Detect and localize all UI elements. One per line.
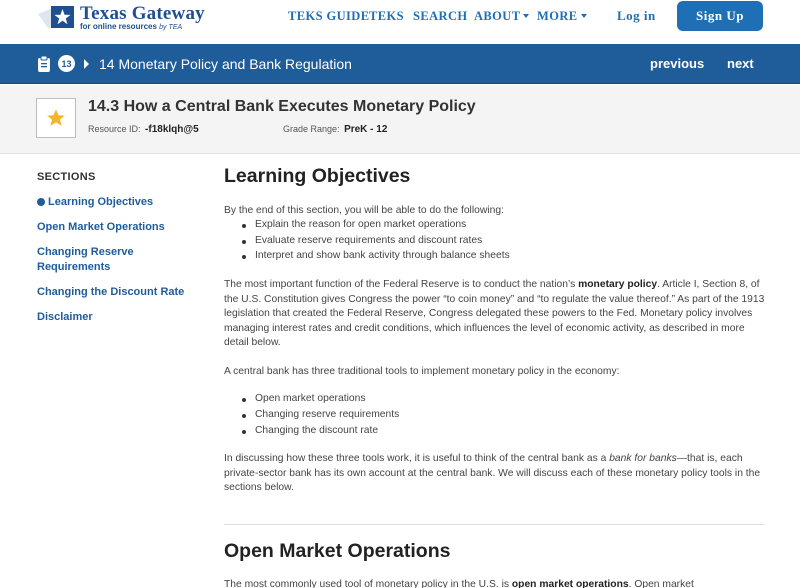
chevron-down-icon (581, 14, 587, 18)
brand-tagline: for online resources by TEA (80, 22, 183, 31)
brand-name: Texas Gateway (80, 3, 205, 24)
objectives-intro: By the end of this section, you will be able to do the following: (224, 205, 504, 216)
favorite-button[interactable] (36, 98, 76, 138)
paragraph-monetary-policy: The most important function of the Federal Reserve is to conduct the nation’s monetary policy. Article I, Section 8, of the U.S. Constitution gives Congress the power “to coin money” and “to regulate the value thereof.” As part of the 1913 legislation that created the Federal Reserve, Congress delegated these powers to the Fed. Monetary policy involves managing interest rates and credit conditions, which influences the level of economic activity, as described in more detail below. (224, 279, 765, 348)
resource-header (0, 85, 800, 154)
section-heading-open-market-operations: Open Market Operations (224, 540, 451, 562)
chapter-title: 14 Monetary Policy and Bank Regulation (99, 56, 352, 72)
sections-title: SECTIONS (37, 171, 96, 183)
sidebar-item-learning-objectives[interactable]: Learning Objectives (48, 196, 154, 208)
sidebar-item-disclaimer[interactable]: Disclaimer (37, 311, 93, 323)
chapter-bar (0, 44, 800, 84)
tool-item: Changing reserve requirements (255, 409, 400, 420)
chevron-right-icon (84, 59, 89, 69)
previous-link[interactable]: previous (650, 56, 705, 71)
resource-title: 14.3 How a Central Bank Executes Monetary Policy (88, 98, 476, 115)
grade-range: Grade Range: PreK - 12 (283, 124, 388, 135)
resource-id: Resource ID: -f18klqh@5 (88, 124, 199, 135)
section-divider (224, 524, 764, 525)
texas-gateway-logo[interactable] (36, 2, 226, 34)
objective-item: Explain the reason for open market operations (255, 219, 467, 230)
signup-button[interactable]: Sign Up (677, 1, 763, 31)
tool-item: Open market operations (255, 393, 366, 404)
sidebar-item-changing-discount-rate[interactable]: Changing the Discount Rate (37, 286, 185, 298)
objective-item: Interpret and show bank activity through balance sheets (255, 250, 510, 261)
paragraph-bank-for-banks: In discussing how these three tools work, it is useful to think of the central bank as a bank for banks—that is, each private-sector bank has its own account at the central bank. We will discuss each of these monetary policy tools in the sections below. (224, 453, 761, 493)
nav-about[interactable]: ABOUT (474, 9, 529, 24)
paragraph-three-tools: A central bank has three traditional tools to implement monetary policy in the economy: (224, 366, 620, 377)
clipboard-icon[interactable] (37, 56, 51, 72)
tool-item: Changing the discount rate (255, 425, 379, 436)
active-dot-icon (37, 198, 45, 206)
nav-teks-guide[interactable]: TEKS GUIDE (288, 9, 370, 23)
nav-search[interactable]: SEARCH (413, 9, 468, 23)
chevron-down-icon (523, 14, 529, 18)
star-icon (46, 108, 66, 128)
sidebar-item-open-market-operations[interactable]: Open Market Operations (37, 221, 165, 233)
login-link[interactable]: Log in (617, 8, 656, 23)
section-heading-learning-objectives: Learning Objectives (224, 165, 411, 187)
objective-item: Evaluate reserve requirements and discount rates (255, 235, 483, 246)
chapter-count-badge[interactable]: 13 (58, 55, 75, 72)
sidebar-item-changing-reserve-requirements[interactable]: Changing Reserve Requirements (37, 246, 134, 273)
nav-teks[interactable]: TEKS (369, 9, 404, 23)
next-link[interactable]: next (727, 56, 754, 71)
top-navigation (0, 0, 800, 44)
nav-more[interactable]: MORE (537, 9, 587, 24)
paragraph-open-market: The most commonly used tool of monetary policy in the U.S. is open market operations. Open market (224, 579, 694, 588)
texas-star-icon (36, 2, 76, 30)
